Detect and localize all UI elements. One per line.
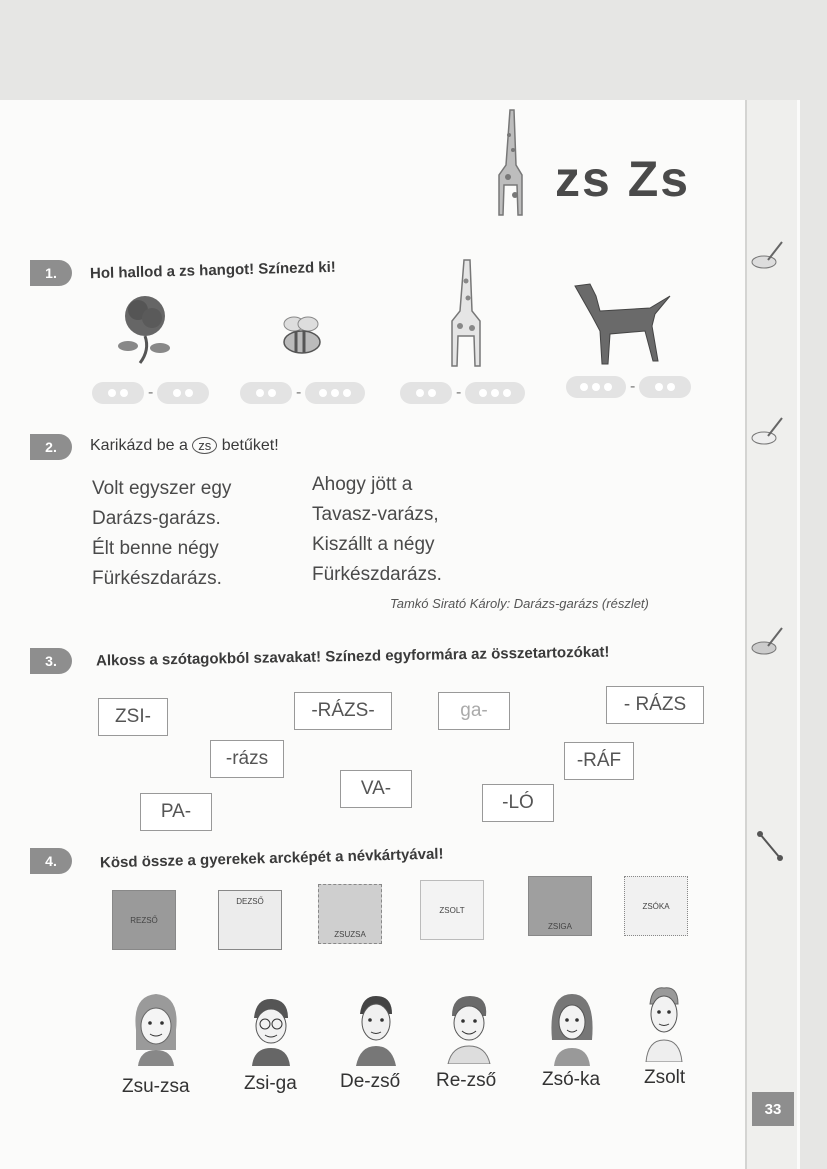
task-instruction: Hol hallod a zs hangot! Színezd ki! xyxy=(89,258,337,283)
syllable-card[interactable]: -RÁZS- xyxy=(294,692,392,730)
page-title: zs Zs xyxy=(555,151,691,207)
syllable-slot[interactable] xyxy=(400,382,452,404)
child-name-label: Zsi-ga xyxy=(244,1073,297,1094)
boy-portrait-zsolt[interactable] xyxy=(636,984,692,1062)
poem-line: Darázs-garázs. xyxy=(92,508,221,529)
instruction-part: betűket! xyxy=(221,437,279,454)
girl-portrait-zsoka[interactable] xyxy=(544,990,600,1066)
connect-line-icon xyxy=(748,826,788,866)
task-number-badge: 1. xyxy=(30,260,72,286)
bee-picture xyxy=(272,312,332,357)
syllable-card[interactable]: -rázs xyxy=(210,740,284,778)
name-card[interactable]: ZSOLT xyxy=(420,880,484,940)
poem-line: Fürkészdarázs. xyxy=(312,564,442,585)
poem-line: Élt benne négy xyxy=(92,538,219,559)
syllable-slot[interactable] xyxy=(465,382,525,404)
poem-line: Kiszállt a négy xyxy=(312,534,435,555)
name-card[interactable]: REZSŐ xyxy=(112,890,176,950)
page-number: 33 xyxy=(752,1092,794,1126)
syllable-card[interactable]: ZSI- xyxy=(98,698,168,736)
poem-right-column xyxy=(312,470,442,590)
task-number-badge: 4. xyxy=(30,848,72,874)
child-name-label: Zsolt xyxy=(644,1067,686,1088)
syllable-slots: - xyxy=(566,376,691,398)
task-instruction: Alkoss a szótagokból szavakat! Színezd egyformára az összetartozókat! xyxy=(95,643,610,670)
dog-picture xyxy=(570,276,680,371)
crayon-icon xyxy=(748,412,788,452)
name-card[interactable]: ZSUZSA xyxy=(318,884,382,944)
poem-line: Tavasz-varázs, xyxy=(312,504,439,525)
crayon-icon xyxy=(748,622,788,662)
syllable-slot[interactable] xyxy=(157,382,209,404)
circled-letters: zs xyxy=(192,437,217,454)
boy-portrait-zsiga[interactable] xyxy=(242,994,300,1066)
child-name-label: De-zső xyxy=(340,1071,401,1092)
crayon-icon xyxy=(748,236,788,276)
name-card[interactable]: ZSIGA xyxy=(528,876,592,936)
task-number-badge: 2. xyxy=(30,434,72,460)
task-instruction: Kösd össze a gyerekek arcképét a névkártyával! xyxy=(99,845,444,872)
syllable-slot[interactable] xyxy=(240,382,292,404)
syllable-card[interactable]: VA- xyxy=(340,770,412,808)
syllable-slot[interactable] xyxy=(566,376,626,398)
rose-picture xyxy=(110,288,180,368)
boy-portrait-dezso[interactable] xyxy=(348,992,404,1066)
syllable-card[interactable]: ga- xyxy=(438,692,510,730)
child-name-label: Zsó-ka xyxy=(542,1069,601,1090)
giraffe-header-icon xyxy=(480,105,540,220)
child-name-label: Zsu-zsa xyxy=(122,1076,190,1097)
syllable-card[interactable]: - RÁZS xyxy=(606,686,704,724)
giraffe-picture xyxy=(430,256,500,371)
poem-left-column xyxy=(92,474,231,594)
syllable-slots: - xyxy=(400,382,525,404)
poem-line: Ahogy jött a xyxy=(312,474,413,495)
child-name-label: Re-zső xyxy=(436,1070,497,1091)
syllable-slot[interactable] xyxy=(639,376,691,398)
boy-portrait-rezso[interactable] xyxy=(440,992,498,1064)
syllable-slots: - xyxy=(92,382,209,404)
poem-line: Volt egyszer egy xyxy=(92,478,232,499)
syllable-slot[interactable] xyxy=(92,382,144,404)
syllable-slot[interactable] xyxy=(305,382,365,404)
task-number-badge: 3. xyxy=(30,648,72,674)
name-card[interactable]: ZSÓKA xyxy=(624,876,688,936)
syllable-card[interactable]: PA- xyxy=(140,793,212,831)
syllable-slots: - xyxy=(240,382,365,404)
poem-credit: Tamkó Sirató Károly: Darázs-garázs (részlet) xyxy=(390,596,649,611)
girl-portrait-zsuzsa[interactable] xyxy=(128,990,184,1066)
task-instruction xyxy=(90,437,279,455)
syllable-card[interactable]: -LÓ xyxy=(482,784,554,822)
poem-line: Fürkészdarázs. xyxy=(92,568,222,589)
name-card[interactable]: DEZSŐ xyxy=(218,890,282,950)
syllable-card[interactable]: -RÁF xyxy=(564,742,634,780)
instruction-part: Karikázd be a xyxy=(90,437,188,454)
